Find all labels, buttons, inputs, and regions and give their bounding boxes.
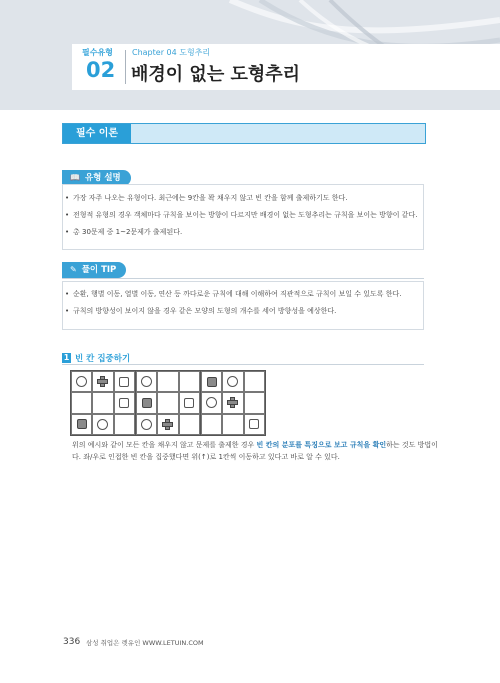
- square-shape-icon: [119, 377, 129, 387]
- tip-bullet: • 순환, 행별 이동, 열별 이동, 연산 등 까다로운 규칙에 대해 이해하여 직관적으로 규칙이 보일 수 있도록 한다.: [63, 289, 423, 300]
- gray-shape-icon: [142, 398, 152, 408]
- grid-cell: [92, 371, 113, 392]
- book-icon: 📖: [70, 173, 80, 182]
- grid-cell: [114, 392, 135, 413]
- grid-cell: [201, 414, 222, 435]
- example-number: 1: [63, 353, 70, 362]
- type-desc-bullet: • 가장 자주 나오는 유형이다. 최근에는 9칸을 꽉 채우지 않고 빈 칸을 함께 출제하기도 한다.: [63, 193, 423, 204]
- circle-shape-icon: [141, 419, 152, 430]
- section-bar: [62, 123, 426, 144]
- tip-box: [62, 281, 424, 330]
- explain-text-pre: 위의 예시와 같이 모든 칸을 채우지 않고 문제를 출제한 경우: [72, 441, 257, 449]
- figure-grid-2: [135, 370, 201, 436]
- tip-pill: [62, 262, 126, 278]
- grid-cell: [201, 371, 222, 392]
- chip-label: 필수유형: [82, 48, 113, 57]
- gray-shape-icon: [77, 419, 87, 429]
- type-desc-box: [62, 184, 424, 250]
- figure-grid-3: [200, 370, 266, 436]
- plus-shape-icon: [97, 376, 108, 387]
- grid-cell: [201, 392, 222, 413]
- grid-cell: [92, 392, 113, 413]
- page-title: 배경이 없는 도형추리: [131, 64, 301, 85]
- circle-shape-icon: [227, 376, 238, 387]
- example-title: 빈 칸 집중하기: [75, 354, 131, 364]
- page-number: 336: [63, 637, 81, 647]
- grid-cell: [179, 392, 200, 413]
- grid-cell: [244, 392, 265, 413]
- grid-cell: [157, 371, 178, 392]
- grid-cell: [136, 371, 157, 392]
- grid-cell: [222, 371, 243, 392]
- grid-cell: [157, 392, 178, 413]
- type-desc-bullet: • 전형적 유형의 경우 객체마다 규칙을 보이는 방향이 다르지만 배경이 없는 도형추리는 규칙을 보이는 방향이 같다.: [63, 210, 423, 221]
- circle-shape-icon: [141, 376, 152, 387]
- square-shape-icon: [184, 398, 194, 408]
- grid-cell: [71, 414, 92, 435]
- circle-shape-icon: [97, 419, 108, 430]
- grid-cell: [222, 392, 243, 413]
- tip-underline: [62, 278, 424, 279]
- grid-cell: [71, 371, 92, 392]
- grid-cell: [244, 414, 265, 435]
- grid-cell: [136, 414, 157, 435]
- grid-cell: [92, 414, 113, 435]
- tip-bullet: • 규칙의 방향성이 보이지 않을 경우 같은 모양의 도형의 개수를 세어 방향성을 예상한다.: [63, 306, 423, 317]
- title-divider: [125, 50, 126, 84]
- circle-shape-icon: [206, 397, 217, 408]
- figure-grid-1: [70, 370, 136, 436]
- plus-shape-icon: [227, 397, 238, 408]
- grid-cell: [114, 414, 135, 435]
- grid-cell: [114, 371, 135, 392]
- example-explanation: [72, 439, 442, 463]
- grid-cell: [136, 392, 157, 413]
- grid-cell: [157, 414, 178, 435]
- type-desc-label: 유형 설명: [84, 173, 121, 183]
- grid-cell: [179, 371, 200, 392]
- type-desc-bullet: • 총 30문제 중 1~2문제가 출제된다.: [63, 227, 423, 238]
- grid-cell: [244, 371, 265, 392]
- example-underline: [62, 364, 424, 365]
- footer-text: 삼성 취업은 렛유인 WWW.LETUIN.COM: [86, 639, 204, 647]
- section-label: 필수 이론: [63, 124, 131, 143]
- explain-text-post: 하는 것도 방법이다. 좌/우로 인접한 빈 칸을 집중했다면 위(↑)로 1칸씩 이동하고 있다고 바로 알 수 있다.: [72, 441, 438, 461]
- grid-cell: [222, 414, 243, 435]
- grid-cell: [179, 414, 200, 435]
- chip-number: 02: [86, 58, 116, 82]
- gray-shape-icon: [207, 377, 217, 387]
- pencil-icon: ✎: [70, 265, 77, 274]
- grid-cell: [71, 392, 92, 413]
- square-shape-icon: [119, 398, 129, 408]
- explain-highlight: 빈 칸의 분포를 특징으로 보고 규칙을 확인: [256, 441, 387, 449]
- square-shape-icon: [249, 419, 259, 429]
- plus-shape-icon: [162, 419, 173, 430]
- circle-shape-icon: [76, 376, 87, 387]
- tip-label: 풀이 TIP: [81, 265, 117, 275]
- chapter-label: Chapter 04 도형추리: [132, 48, 211, 57]
